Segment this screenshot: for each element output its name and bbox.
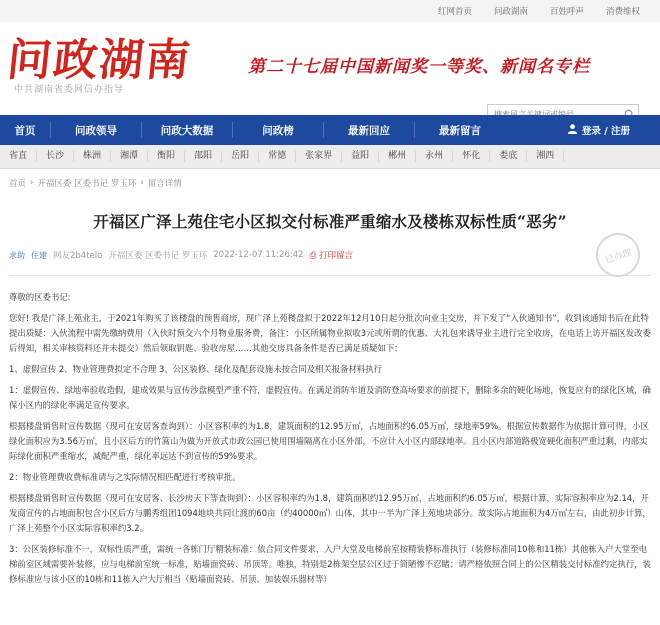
city-tab[interactable]: 衡阳 [148, 151, 185, 162]
print-button[interactable] [310, 249, 354, 261]
paragraph: 根据楼盘销售时宣传数据（现可在安居客查询到）：小区容积率约为1.8，建筑面积约12.95万㎡，占地面积约6.05万㎡，绿地率59%。根据宣传数据作为依据计算可得，小区绿化面积应为3.56万㎡，且小区后方的竹篙山为做为开放式市政公园已使用围墙隔离在小区外部，不应计入小区内部绿地率。且小区内部道路极宽硬化面积严重过剩，内部实际绿化面积严重缩水，减配严重，绿化率远达不到宣传的59%要求。 [9, 421, 649, 461]
city-tab[interactable]: 岳阳 [222, 151, 259, 162]
paragraph: 3：公区装修标准不一，双标性质严重，需统一各栋门厅精装标准：依合同文件要求，入户大堂及电梯前室按精装修标准执行（装修标准同10栋和11栋）其他栋入户大堂至电梯前室区域需要补装修，应与电梯前室统一标准，贴墙面瓷砖、吊顶等。唯独，特别是2栋架空层公区过于简陋惨不忍睹；请严格依照合同上的公区精装交付标准约定执行，装修标准应与该小区的10栋和11栋入户大厅相当（贴墙面瓷砖、吊顶、加装娱乐器材等） [9, 544, 651, 584]
paragraph: 您好! 我是广泽上苑业主，于2021年购买了该楼盘的预售商房，现广泽上苑楼盘拟于2022年12月10日起分批次向业主交房，并下发了“入伙通知书”，收到该通知书后在此特提出质疑：入伙流程中需先缴纳费用（入伙时预交六个月物业服务费，备注：小区所属物业拟收3元或所谓的优惠、大礼包来诱导业主进行完全收房，在电话上访开福区发改委后得知，相关审核资料还并未提交）然后领取钥匙、验收房屋……其他交房具备条件是否已满足质疑如下： [9, 313, 651, 353]
article-body [0, 290, 660, 587]
category-tag[interactable]: 求助 [9, 250, 25, 260]
city-tab[interactable]: 郴州 [379, 151, 416, 162]
chevron-right-icon: › [140, 178, 144, 188]
login-label: 登录 / 注册 [581, 126, 630, 137]
city-tab[interactable]: 邵阳 [185, 151, 222, 162]
divider [9, 275, 651, 276]
city-tab[interactable]: 株洲 [74, 151, 111, 162]
print-icon: ⎙ [309, 251, 317, 261]
city-tab[interactable]: 怀化 [453, 151, 490, 162]
top-bar [0, 0, 660, 22]
banner [0, 22, 660, 115]
chevron-right-icon: › [30, 178, 34, 188]
top-link-rednet[interactable]: 红网首页 [437, 7, 472, 17]
status-stamp: 已办理 [590, 227, 645, 282]
top-link-consumer[interactable]: 消费维权 [605, 7, 640, 17]
city-tab[interactable]: 永州 [416, 151, 453, 162]
breadcrumb-department[interactable]: 开福区委 区委书记 罗玉环 [37, 179, 137, 189]
nav-ranking[interactable]: 问政榜 [262, 124, 294, 137]
paragraph: 1：虚假宣传、绿地率验收造假，建成效果与宣传沙盘模型严重不符，虚假宣传。在满足消防车道及消防登高场要求的前提下，删除多余的硬化场地，恢复应有的绿化区域，确保小区内的绿化率满足宣传要求。 [9, 385, 651, 410]
nav-latest-message[interactable]: 最新留言 [439, 124, 481, 137]
top-link-baixing[interactable]: 百姓呼声 [549, 7, 584, 17]
paragraph: 1、虚假宣传 2、物业管理费拟定不合理 3、公区装修、绿化及配套设施未按合同及相关报备材料执行 [9, 364, 383, 374]
domain-tag[interactable]: 住建 [31, 250, 47, 260]
breadcrumb-current: 留言详情 [147, 179, 182, 189]
login-button[interactable] [567, 115, 630, 145]
paragraph: 根据楼盘销售时宣传数据（现可在安居客、长沙房天下等查询到）：小区容积率约为1.8，建筑面积约12.95万㎡，占地面积约6.05万㎡，根据计算，实际容积率应为2.14，开发商宣传的占地面积包含小区后方与鹏秀组团1094地块共同让渡的60亩（约40000㎡）山体，其中一半为广泽上苑地块部分。故实际占地面积为4万㎡左右，由此初步计算，广泽上苑整个小区实际容积率约3.2。 [9, 493, 651, 533]
city-tab[interactable]: 益阳 [342, 151, 379, 162]
nav-home[interactable]: 首页 [14, 124, 36, 137]
breadcrumb-home[interactable]: 首页 [9, 179, 27, 189]
city-tab[interactable]: 常德 [259, 151, 296, 162]
site-subtitle: 中共湖南省委网信办指导 [14, 85, 125, 95]
page-title: 开福区广泽上苑住宅小区拟交付标准严重缩水及楼栋双标性质“恶劣” [93, 212, 567, 231]
paragraph: 尊敬的区委书记: [9, 292, 71, 302]
nav-leaders[interactable]: 问政领导 [75, 124, 117, 137]
nav-latest-response[interactable]: 最新回应 [348, 124, 390, 137]
department-name[interactable]: 开福区委 区委书记 罗玉环 [108, 251, 208, 261]
user-icon [567, 123, 578, 137]
city-tab[interactable]: 湘西 [527, 151, 564, 162]
city-tab[interactable]: 长沙 [37, 151, 74, 162]
author-name[interactable]: 网友2b4telo [53, 251, 103, 261]
main-nav [0, 115, 660, 145]
city-tab[interactable]: 湘潭 [111, 151, 148, 162]
breadcrumb [0, 172, 660, 194]
city-bar [0, 145, 660, 169]
paragraph: 2：物业管理费收费标准请与之实际情况相匹配进行考核审批。 [9, 472, 241, 482]
site-logo[interactable]: 问政湖南 [4, 35, 195, 86]
city-tab[interactable]: 张家界 [296, 151, 342, 162]
top-link-wenzheng[interactable]: 问政湖南 [493, 7, 528, 17]
city-tab[interactable]: 娄底 [490, 151, 527, 162]
print-label: 打印留言 [319, 251, 354, 261]
city-tab[interactable]: 省直 [0, 151, 37, 162]
article-meta [9, 249, 660, 261]
award-slogan: 第二十七届中国新闻奖一等奖、新闻名专栏 [248, 57, 590, 77]
post-date: 2022-12-07 11:26:42 [213, 250, 304, 260]
nav-bigdata[interactable]: 问政大数据 [160, 124, 214, 137]
